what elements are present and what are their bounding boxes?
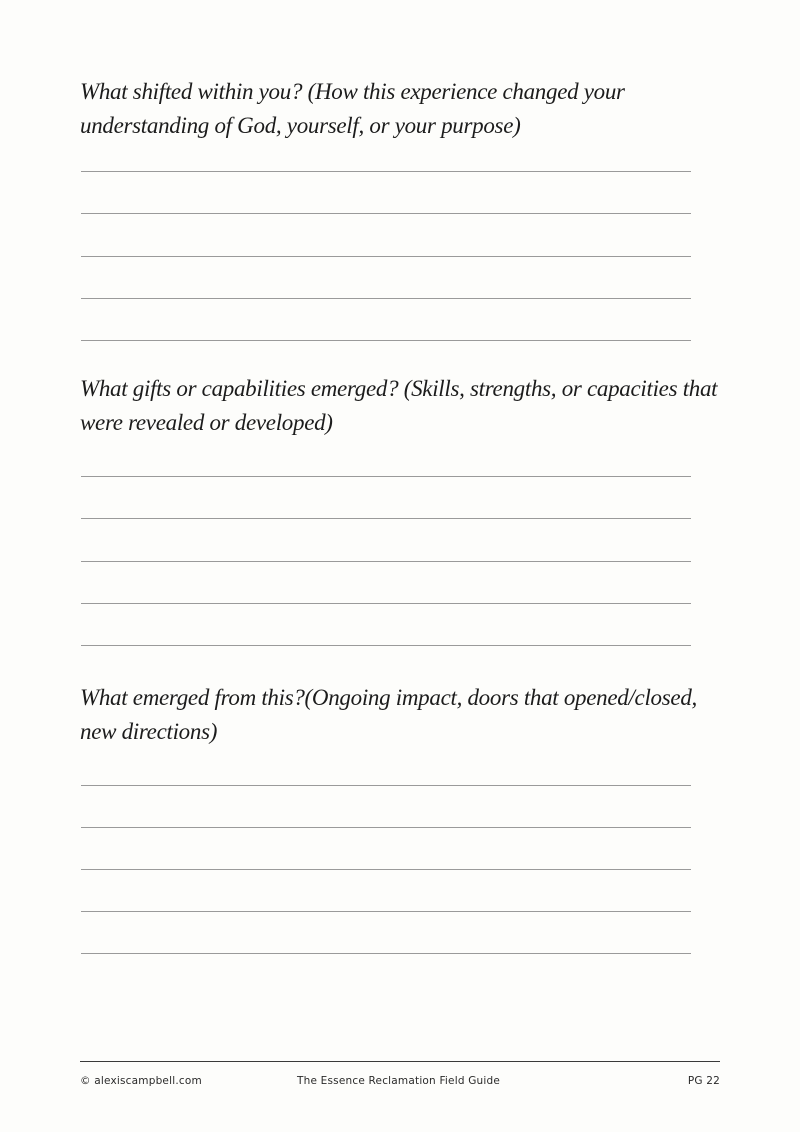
writing-line[interactable] (81, 603, 691, 604)
prompt-gifts-emerged: What gifts or capabilities emerged? (Skills, strengths, or capacities that were revealed or developed) (80, 376, 718, 435)
writing-line[interactable] (81, 561, 691, 562)
footer-page-number: PG 22 (687, 1075, 720, 1087)
footer-guide-title: The Essence Reclamation Field Guide (297, 1075, 501, 1087)
writing-line[interactable] (81, 340, 691, 341)
writing-line[interactable] (81, 645, 691, 646)
writing-line[interactable] (81, 953, 691, 954)
writing-line[interactable] (81, 298, 691, 299)
prompt-what-shifted: What shifted within you? (How this experience changed your understanding of God, yourself, or your purpose) (80, 79, 625, 138)
writing-line[interactable] (81, 869, 691, 870)
writing-line[interactable] (81, 827, 691, 828)
footer-divider (80, 1061, 720, 1062)
prompt-what-emerged: What emerged from this?(Ongoing impact, doors that opened/closed, new directions) (80, 685, 697, 744)
footer-site: © alexiscampbell.com (80, 1075, 202, 1087)
writing-line[interactable] (81, 256, 691, 257)
writing-line[interactable] (81, 911, 691, 912)
writing-line[interactable] (81, 476, 691, 477)
writing-line[interactable] (81, 171, 691, 172)
writing-line[interactable] (81, 518, 691, 519)
writing-line[interactable] (81, 785, 691, 786)
writing-line[interactable] (81, 213, 691, 214)
